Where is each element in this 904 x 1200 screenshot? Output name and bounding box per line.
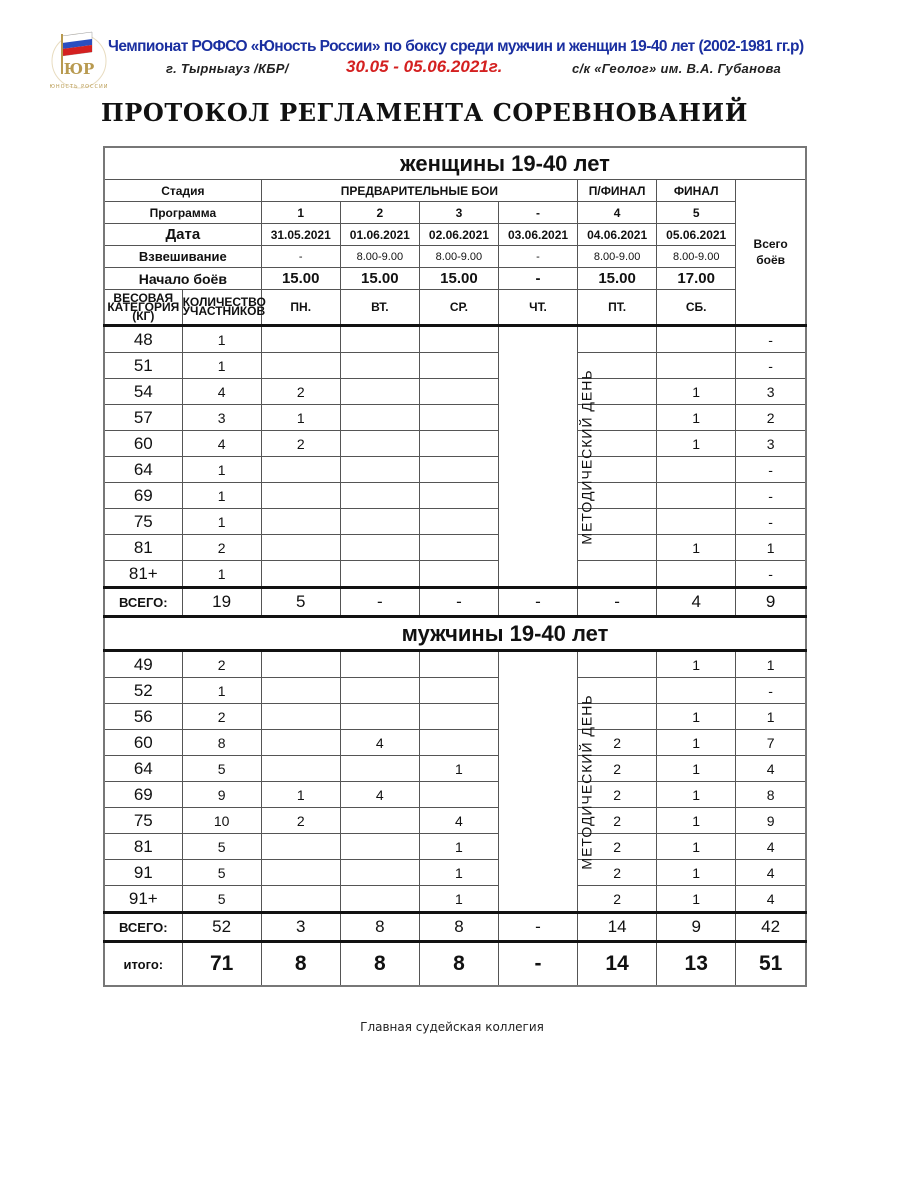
weight-category: 75 xyxy=(104,808,182,834)
table-row xyxy=(104,431,806,457)
bouts-count: 1 xyxy=(657,730,736,756)
day-total: - xyxy=(340,588,419,617)
women-total-row xyxy=(104,588,806,617)
total-bouts: 4 xyxy=(736,756,806,782)
bouts-count: 2 xyxy=(578,730,657,756)
bouts-count xyxy=(340,483,419,509)
bouts-count xyxy=(340,431,419,457)
total-bouts: - xyxy=(736,326,806,353)
table-row xyxy=(104,678,806,704)
bouts-count: 1 xyxy=(419,756,498,782)
weight-category: 51 xyxy=(104,353,182,379)
total-bouts: 2 xyxy=(736,405,806,431)
event-dates: 30.05 - 05.06.2021г. xyxy=(346,57,503,76)
program-label: Программа xyxy=(104,202,261,224)
bouts-count xyxy=(419,379,498,405)
grand-bouts-total: 51 xyxy=(736,942,806,987)
bouts-count xyxy=(419,535,498,561)
bouts-count xyxy=(340,756,419,782)
bouts-count xyxy=(578,326,657,353)
participants-count: 1 xyxy=(182,326,261,353)
start-value: - xyxy=(498,268,577,290)
weighing-value: - xyxy=(498,246,577,268)
weight-category-header: ВЕСОВАЯ КАТЕГОРИЯ (КГ) xyxy=(104,290,182,326)
total-bouts: 1 xyxy=(736,651,806,678)
stage-row xyxy=(104,180,806,202)
weekday: ЧТ. xyxy=(498,290,577,326)
bouts-count: 1 xyxy=(657,379,736,405)
start-value: 15.00 xyxy=(578,268,657,290)
grand-day-total: 8 xyxy=(340,942,419,987)
weight-category: 69 xyxy=(104,782,182,808)
bouts-count xyxy=(261,535,340,561)
total-bouts: - xyxy=(736,353,806,379)
bouts-count xyxy=(419,326,498,353)
bouts-count xyxy=(261,678,340,704)
bouts-count xyxy=(340,704,419,730)
bouts-count: 2 xyxy=(578,782,657,808)
participants-count: 1 xyxy=(182,509,261,535)
bouts-count xyxy=(340,678,419,704)
bouts-count xyxy=(261,834,340,860)
total-bouts: 4 xyxy=(736,834,806,860)
weight-category: 81 xyxy=(104,834,182,860)
day-total: 14 xyxy=(578,913,657,942)
weight-category: 64 xyxy=(104,756,182,782)
bouts-count xyxy=(419,509,498,535)
sum-label: ВСЕГО: xyxy=(104,913,182,942)
total-bouts-header: Всего боёв xyxy=(736,180,806,326)
table-row xyxy=(104,756,806,782)
bouts-count xyxy=(261,651,340,678)
total-bouts: - xyxy=(736,678,806,704)
bouts-count: 1 xyxy=(261,782,340,808)
total-bouts: 8 xyxy=(736,782,806,808)
svg-text:ЮР: ЮР xyxy=(63,60,95,78)
total-bouts: 1 xyxy=(736,704,806,730)
weighing-value: 8.00-9.00 xyxy=(578,246,657,268)
footer-signature: Главная судейская коллегия xyxy=(360,1020,544,1034)
bouts-count xyxy=(340,509,419,535)
bouts-count: 1 xyxy=(657,860,736,886)
stage-final: ФИНАЛ xyxy=(657,180,736,202)
total-bouts: 4 xyxy=(736,886,806,913)
table-row xyxy=(104,379,806,405)
bouts-count xyxy=(419,561,498,588)
weight-category: 81+ xyxy=(104,561,182,588)
bouts-count xyxy=(261,561,340,588)
bouts-count: 1 xyxy=(657,886,736,913)
grand-day-total: 13 xyxy=(657,942,736,987)
championship-title: Чемпионат РОФСО «Юность России» по боксу среди мужчин и женщин 19-40 лет (2002-1981 гг.р) xyxy=(108,38,804,55)
table-row xyxy=(104,353,806,379)
participants-count: 3 xyxy=(182,405,261,431)
grand-label: итого: xyxy=(104,942,182,987)
table-row xyxy=(104,782,806,808)
participants-total: 19 xyxy=(182,588,261,617)
bouts-count xyxy=(578,561,657,588)
bouts-count xyxy=(340,405,419,431)
bouts-count xyxy=(419,405,498,431)
bouts-count: 1 xyxy=(419,834,498,860)
participants-count: 1 xyxy=(182,483,261,509)
table-row xyxy=(104,886,806,913)
total-bouts: 3 xyxy=(736,379,806,405)
bouts-count: 2 xyxy=(261,379,340,405)
date-value: 03.06.2021 xyxy=(498,224,577,246)
grand-day-total: 14 xyxy=(578,942,657,987)
bouts-count xyxy=(261,353,340,379)
table-row xyxy=(104,457,806,483)
bouts-count: 1 xyxy=(657,704,736,730)
total-bouts: - xyxy=(736,457,806,483)
men-total-row xyxy=(104,913,806,942)
bouts-count: 4 xyxy=(340,782,419,808)
participants-total: 52 xyxy=(182,913,261,942)
bouts-count xyxy=(419,353,498,379)
bouts-count xyxy=(657,353,736,379)
method-day-cell xyxy=(498,326,595,588)
bouts-count xyxy=(340,886,419,913)
date-value: 04.06.2021 xyxy=(578,224,657,246)
weekday-row xyxy=(104,290,806,326)
bouts-count xyxy=(261,457,340,483)
participants-count: 2 xyxy=(182,704,261,730)
date-label: Дата xyxy=(104,224,261,246)
grand-participants: 71 xyxy=(182,942,261,987)
weighing-value: 8.00-9.00 xyxy=(419,246,498,268)
start-value: 17.00 xyxy=(657,268,736,290)
bouts-count xyxy=(419,730,498,756)
bouts-count xyxy=(261,886,340,913)
bouts-count xyxy=(261,509,340,535)
bouts-count: 1 xyxy=(419,886,498,913)
weighing-label: Взвешивание xyxy=(104,246,261,268)
bouts-count: 1 xyxy=(657,405,736,431)
bouts-count: 4 xyxy=(419,808,498,834)
bouts-count: 2 xyxy=(578,860,657,886)
bouts-count xyxy=(261,730,340,756)
bouts-count xyxy=(340,353,419,379)
bouts-count xyxy=(657,561,736,588)
total-bouts: - xyxy=(736,483,806,509)
participants-count: 2 xyxy=(182,651,261,678)
day-total: - xyxy=(498,913,577,942)
bouts-count: 1 xyxy=(657,535,736,561)
start-row xyxy=(104,268,806,290)
bouts-count: 1 xyxy=(657,431,736,457)
start-label: Начало боёв xyxy=(104,268,261,290)
weekday: ПТ. xyxy=(578,290,657,326)
bouts-count xyxy=(419,678,498,704)
bouts-count: 1 xyxy=(657,756,736,782)
table-row xyxy=(104,730,806,756)
participants-count: 9 xyxy=(182,782,261,808)
program-value: 4 xyxy=(578,202,657,224)
schedule-table xyxy=(103,146,807,987)
weekday: СБ. xyxy=(657,290,736,326)
weight-category: 91 xyxy=(104,860,182,886)
bouts-count xyxy=(340,561,419,588)
participants-count: 4 xyxy=(182,379,261,405)
bouts-count xyxy=(419,651,498,678)
weight-category: 49 xyxy=(104,651,182,678)
bouts-count: 1 xyxy=(419,860,498,886)
bouts-count: 1 xyxy=(261,405,340,431)
day-total: 8 xyxy=(419,913,498,942)
weight-category: 81 xyxy=(104,535,182,561)
bouts-count xyxy=(657,457,736,483)
program-value: 1 xyxy=(261,202,340,224)
bouts-count xyxy=(657,326,736,353)
bouts-count xyxy=(261,483,340,509)
participants-count: 5 xyxy=(182,886,261,913)
total-bouts: - xyxy=(736,561,806,588)
bouts-count xyxy=(261,860,340,886)
bouts-count: 1 xyxy=(657,651,736,678)
bouts-count xyxy=(657,678,736,704)
bouts-count: 2 xyxy=(578,886,657,913)
table-row xyxy=(104,808,806,834)
table-row xyxy=(104,704,806,730)
bouts-count: 2 xyxy=(578,808,657,834)
day-total: 4 xyxy=(657,588,736,617)
bouts-count xyxy=(261,704,340,730)
total-bouts: 3 xyxy=(736,431,806,457)
bouts-count xyxy=(657,509,736,535)
table-row xyxy=(104,561,806,588)
bouts-count: 1 xyxy=(657,782,736,808)
bouts-count xyxy=(419,782,498,808)
table-row xyxy=(104,535,806,561)
day-total: - xyxy=(498,588,577,617)
participants-count: 4 xyxy=(182,431,261,457)
program-value: 3 xyxy=(419,202,498,224)
day-total: 8 xyxy=(340,913,419,942)
program-value: 2 xyxy=(340,202,419,224)
bouts-count xyxy=(340,834,419,860)
date-value: 31.05.2021 xyxy=(261,224,340,246)
weight-category: 60 xyxy=(104,730,182,756)
table-row xyxy=(104,834,806,860)
bouts-count xyxy=(419,704,498,730)
sum-label: ВСЕГО: xyxy=(104,588,182,617)
weekday: СР. xyxy=(419,290,498,326)
bouts-count: 1 xyxy=(657,808,736,834)
bouts-count: 1 xyxy=(657,834,736,860)
weight-category: 60 xyxy=(104,431,182,457)
bouts-count: 4 xyxy=(340,730,419,756)
participants-header: КОЛИЧЕСТВО УЧАСТНИКОВ xyxy=(182,290,261,326)
start-value: 15.00 xyxy=(261,268,340,290)
bouts-total: 9 xyxy=(736,588,806,617)
participants-count: 1 xyxy=(182,457,261,483)
day-total: 3 xyxy=(261,913,340,942)
weight-category: 56 xyxy=(104,704,182,730)
grand-total-row xyxy=(104,942,806,987)
bouts-count xyxy=(657,483,736,509)
weighing-value: 8.00-9.00 xyxy=(657,246,736,268)
weight-category: 69 xyxy=(104,483,182,509)
men-section-title: мужчины 19-40 лет xyxy=(104,617,806,651)
bouts-count xyxy=(340,457,419,483)
logo-icon xyxy=(48,28,110,90)
bouts-count xyxy=(340,326,419,353)
bouts-count: 2 xyxy=(578,834,657,860)
weight-category: 52 xyxy=(104,678,182,704)
weight-category: 48 xyxy=(104,326,182,353)
women-section-title: женщины 19-40 лет xyxy=(104,147,806,180)
bouts-count: 2 xyxy=(261,431,340,457)
table-row xyxy=(104,326,806,353)
participants-count: 2 xyxy=(182,535,261,561)
page-title: ПРОТОКОЛ РЕГЛАМЕНТА СОРЕВНОВАНИЙ xyxy=(101,98,748,127)
stage-semifinal: П/ФИНАЛ xyxy=(578,180,657,202)
bouts-count xyxy=(340,808,419,834)
bouts-count xyxy=(419,431,498,457)
day-total: 9 xyxy=(657,913,736,942)
bouts-count xyxy=(261,326,340,353)
day-total: - xyxy=(578,588,657,617)
participants-count: 1 xyxy=(182,678,261,704)
bouts-count xyxy=(340,860,419,886)
bouts-count xyxy=(340,535,419,561)
participants-count: 5 xyxy=(182,834,261,860)
method-day-label: МЕТОДИЧЕСКИЙ ДЕНЬ xyxy=(578,368,595,545)
men-section-header xyxy=(104,617,806,651)
weighing-value: 8.00-9.00 xyxy=(340,246,419,268)
table-row xyxy=(104,405,806,431)
date-row xyxy=(104,224,806,246)
total-bouts: 4 xyxy=(736,860,806,886)
weight-category: 57 xyxy=(104,405,182,431)
bouts-total: 42 xyxy=(736,913,806,942)
bouts-count: 2 xyxy=(261,808,340,834)
weighing-row xyxy=(104,246,806,268)
method-day-label: МЕТОДИЧЕСКИЙ ДЕНЬ xyxy=(578,693,595,870)
date-value: 01.06.2021 xyxy=(340,224,419,246)
weight-category: 64 xyxy=(104,457,182,483)
women-section-header xyxy=(104,147,806,180)
svg-text:ЮНОСТЬ РОССИИ: ЮНОСТЬ РОССИИ xyxy=(49,84,109,90)
program-row xyxy=(104,202,806,224)
grand-day-total: 8 xyxy=(419,942,498,987)
total-bouts: 7 xyxy=(736,730,806,756)
venue: с/к «Геолог» им. В.А. Губанова xyxy=(572,61,781,76)
bouts-count xyxy=(419,457,498,483)
table-row xyxy=(104,509,806,535)
city: г. Тырныауз /КБР/ xyxy=(166,61,289,76)
start-value: 15.00 xyxy=(340,268,419,290)
grand-day-total: 8 xyxy=(261,942,340,987)
total-bouts: 9 xyxy=(736,808,806,834)
day-total: - xyxy=(419,588,498,617)
participants-count: 5 xyxy=(182,860,261,886)
weight-category: 91+ xyxy=(104,886,182,913)
weighing-value: - xyxy=(261,246,340,268)
bouts-count xyxy=(578,651,657,678)
method-day-cell xyxy=(498,651,595,913)
bouts-count xyxy=(340,379,419,405)
stage-prelim: ПРЕДВАРИТЕЛЬНЫЕ БОИ xyxy=(261,180,577,202)
weekday: ВТ. xyxy=(340,290,419,326)
day-total: 5 xyxy=(261,588,340,617)
participants-count: 1 xyxy=(182,353,261,379)
date-value: 02.06.2021 xyxy=(419,224,498,246)
start-value: 15.00 xyxy=(419,268,498,290)
weight-category: 75 xyxy=(104,509,182,535)
participants-count: 8 xyxy=(182,730,261,756)
weight-category: 54 xyxy=(104,379,182,405)
table-row xyxy=(104,651,806,678)
program-value: 5 xyxy=(657,202,736,224)
stage-label: Стадия xyxy=(104,180,261,202)
program-value: - xyxy=(498,202,577,224)
total-bouts: - xyxy=(736,509,806,535)
grand-day-total: - xyxy=(498,942,577,987)
total-bouts: 1 xyxy=(736,535,806,561)
participants-count: 5 xyxy=(182,756,261,782)
bouts-count xyxy=(419,483,498,509)
weekday: ПН. xyxy=(261,290,340,326)
date-value: 05.06.2021 xyxy=(657,224,736,246)
table-row xyxy=(104,860,806,886)
table-row xyxy=(104,483,806,509)
participants-count: 1 xyxy=(182,561,261,588)
participants-count: 10 xyxy=(182,808,261,834)
bouts-count: 2 xyxy=(578,756,657,782)
bouts-count xyxy=(261,756,340,782)
bouts-count xyxy=(340,651,419,678)
